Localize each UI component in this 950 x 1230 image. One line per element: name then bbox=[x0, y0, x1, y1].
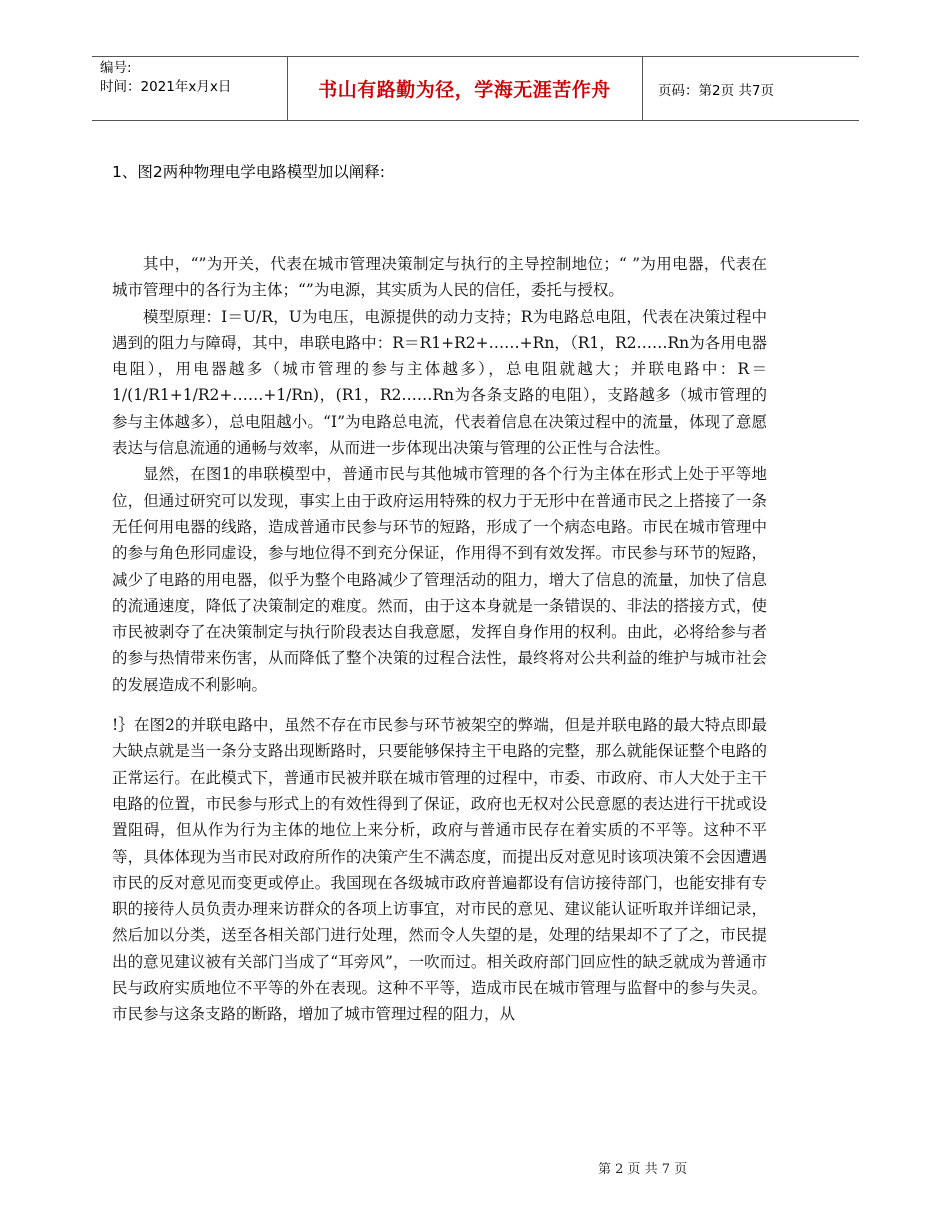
section-heading: 1、图2两种物理电学电路模型加以阐释: bbox=[112, 163, 385, 181]
paragraph-model-principle: 模型原理：I＝U/R，U为电压，电源提供的动力支持；R为电路总电阻，代表在决策过程中遇到的阻力与障碍，其中，串联电路中：R＝R1+R2+……+Rn，（R1，R2……Rn为各用电器电阻），用电器越多（城市管理的参与主体越多），总电阻就越大；并联电路中：R＝1/(1/R1+1/R2+……+1/Rn)，(R1，R2……Rn为各条支路的电阻），支路越多（城市管理的参与主体越多），总电阻越小。“I”为电路总电流，代表着信息在决策过程中的流量，体现了意愿表达与信息流通的通畅与效率，从而进一步体现出决策与管理的公正性与合法性。 bbox=[112, 307, 767, 458]
document-number-label: 编号: bbox=[100, 60, 132, 76]
header-meta bbox=[100, 59, 280, 97]
paragraph-parallel-model: !｝在图2的并联电路中，虽然不存在市民参与环节被架空的弊端，但是并联电路的最大特点即最大缺点就是当一条分支路出现断路时，只要能够保持主干电路的完整，那么就能保证整个电路的正常运行。在此模式下，普通市民被并联在城市管理的过程中，市委、市政府、市人大处于主干电路的位置，市民参与形式上的有效性得到了保证，政府也无权对公民意愿的表达进行干扰或设置阻碍，但从作为行为主体的地位上来分析，政府与普通市民存在着实质的不平等。这种不平等，具体体现为当市民对政府所作的决策产生不满态度，而提出反对意见时该项决策不会因遭遇市民的反对意见而变更或停止。我国现在各级城市政府普遍都设有信访接待部门，也能安排有专职的接待人员负责办理来访群众的各项上访事宜，对市民的意见、建议能认证听取并详细记录，然后加以分类，送至各相关部门进行处理，然而令人失望的是，处理的结果却不了了之，市民提出的意见建议被有关部门当成了“耳旁风”，一吹而过。相关政府部门回应性的缺乏就成为普通市民与政府实质地位不平等的外在表现。这种不平等，造成市民在城市管理与监督中的参与失灵。市民参与这条支路的断路，增加了城市管理过程的阻力，从 bbox=[112, 716, 767, 1024]
document-time-label: 时间：2021年x月x日 bbox=[100, 79, 232, 95]
header-divider bbox=[642, 57, 643, 120]
paragraph-model-symbols: 其中，“”为开关，代表在城市管理决策制定与执行的主导控制地位；“ ”为用电器，代表在城市管理中的各行为主体；“”为电源，其实质为人民的信任，委托与授权。 bbox=[112, 255, 767, 300]
page-footer: 第 2 页 共 7 页 bbox=[598, 1162, 688, 1177]
header-page-number: 页码：第2页 共7页 bbox=[658, 82, 774, 99]
paragraph-series-model: 显然，在图1的串联模型中，普通市民与其他城市管理的各个行为主体在形式上处于平等地位，但通过研究可以发现，事实上由于政府运用特殊的权力于无形中在普通市民之上搭接了一条无任何用电器的线路，造成普通市民参与环节的短路，形成了一个病态电路。市民在城市管理中的参与角色形同虚设，参与地位得不到充分保证，作用得不到有效发挥。市民参与环节的短路，减少了电路的用电器，似乎为整个电路减少了管理活动的阻力，增大了信息的流量，加快了信息的流通速度，降低了决策制定的难度。然而，由于这本身就是一条错误的、非法的搭接方式，使市民被剥夺了在决策制定与执行阶段表达自我意愿，发挥自身作用的权利。由此，必将给参与者的参与热情带来伤害，从而降低了整个决策的过程合法性，最终将对公共利益的维护与城市社会的发展造成不利影响。 bbox=[112, 465, 767, 694]
body-text bbox=[112, 251, 767, 1028]
header-motto: 书山有路勤为径，学海无涯苦作舟 bbox=[318, 79, 611, 101]
page-header bbox=[92, 56, 859, 121]
